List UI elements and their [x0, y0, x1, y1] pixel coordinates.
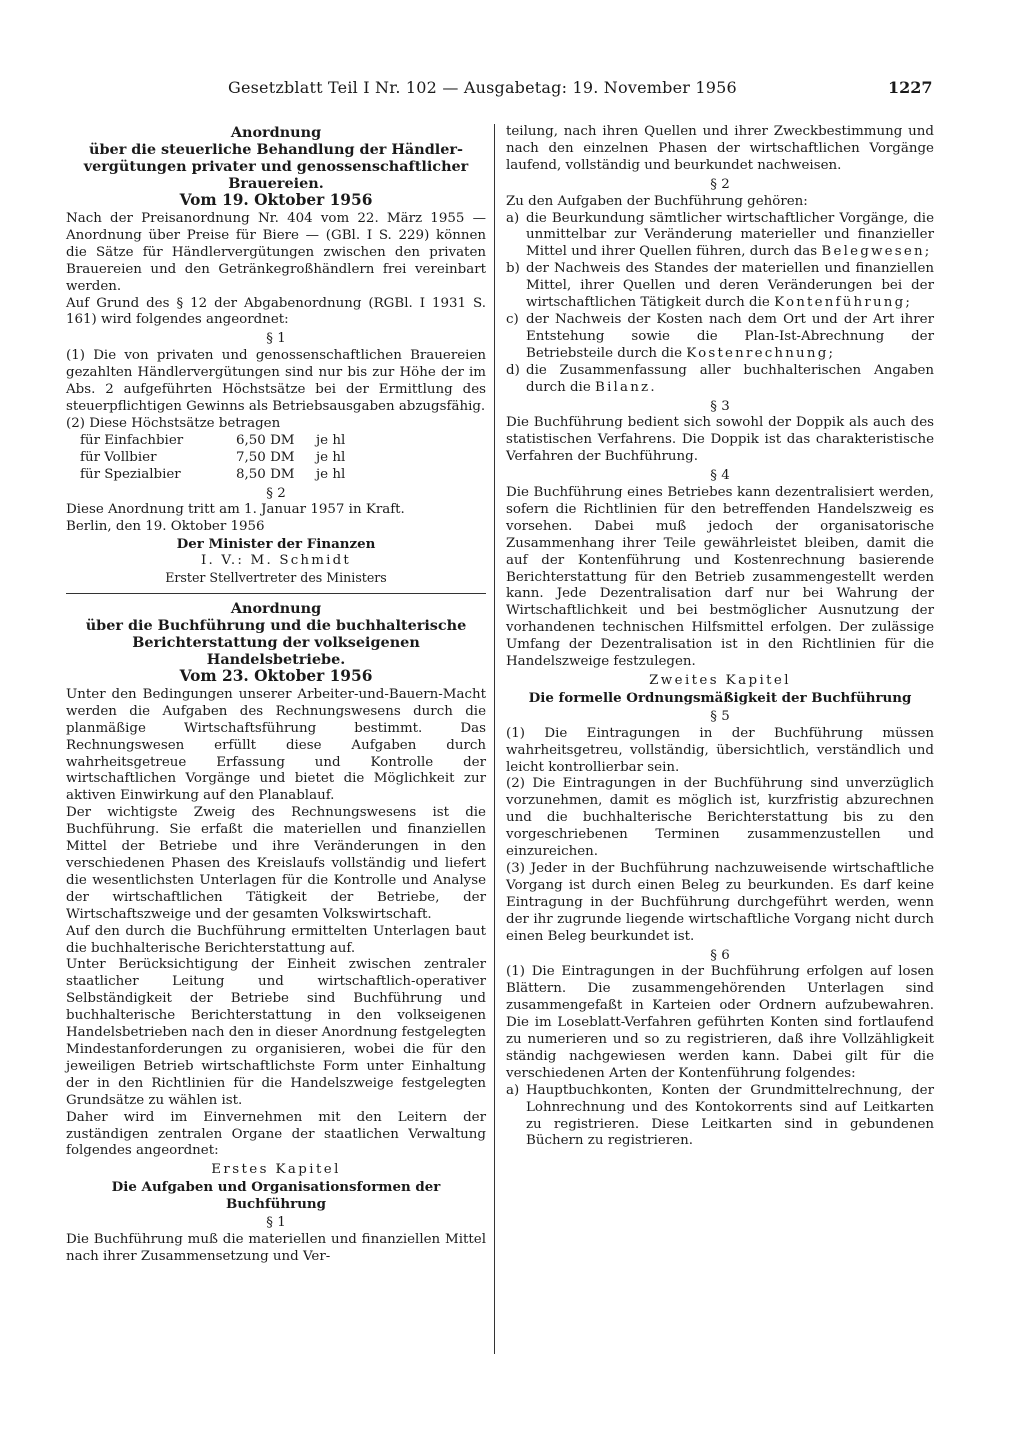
- r-section-6: § 6: [710, 947, 730, 963]
- r-paragraph-1: Zu den Aufgaben der Buchführung gehören:: [506, 193, 808, 209]
- chapter-1-title: Die Aufgaben und Organisationsformen der Buchführung: [111, 1179, 441, 1213]
- chapter-1-label: Erstes Kapitel: [211, 1162, 341, 1178]
- r-paragraph-6: (3) Jeder in der Buchführung nachzuweisende wirtschaftliche Vorgang ist durch einen Beleg zu beurkunden. Es darf keine Eintragung in der Buchführung durchgeführt werden, wenn der ihr zugrunde liegende wirtschaftliche Vorgang nicht durch einen Beleg beurkundet ist.: [506, 860, 934, 944]
- emphasis: Bilanz: [595, 379, 651, 395]
- list-text: der Nachweis der Kosten nach dem Ort und der Art ihrer Entstehung sowie die Plan-Ist-Abrechnung der Betriebsteile durch die Kostenrechnung;: [526, 311, 934, 361]
- a1-section-2: § 2: [266, 485, 286, 501]
- a2-title-2: über die Buchführung und die buchhalterische: [85, 616, 467, 634]
- rate-label: für Vollbier: [80, 449, 157, 465]
- page-header: [0, 78, 1024, 100]
- list-marker: b): [506, 261, 520, 277]
- a2-paragraph-4: Unter Berücksichtigung der Einheit zwischen zentraler staatlicher Leitung und wirtschaftlich-operativer Selbständigkeit der Betriebe sind Buchführung und buchhalterische Berichterstattung in den volkseigenen Handelsbetrieben nach den in dieser Anordnung festgelegten Mindestanforderungen zu organisieren, wobei die für den jeweiligen Betrieb wirtschaftlichste Form unter Einhaltung der in den Richtlinien für die Handelszweige festgelegten Grundsätze zu wählen ist.: [66, 957, 486, 1108]
- header-title: Gesetzblatt Teil I Nr. 102 — Ausgabetag: 19. November 1956: [228, 78, 737, 97]
- a2-date: Vom 23. Oktober 1956: [179, 666, 373, 685]
- list-text: die Zusammenfassung aller buchhalterischen Angaben durch die Bilanz.: [526, 362, 934, 395]
- r-paragraph-3: Die Buchführung eines Betriebes kann dezentralisiert werden, sofern die Richtlinien für den betreffenden Handelszweig es vorsehen. Dabei muß jedoch der organisatorische Zusammenhang ihrer Teile gewährleistet bleiben, damit die auf der Kontenführung und Kostenrechnung basierende Berichterstattung für den Betrieb zusammengestellt werden kann. Jede Dezentralisation darf nur bei Wahrung der Wirtschaftlichkeit und bei bestmöglicher Ausnutzung der vorhandenen technischen Hilfsmittel erfolgen. Der zulässige Umfang der Dezentralisation ist in den Richtlinien für die Handelszweige festzulegen.: [506, 485, 934, 670]
- list-marker: a): [506, 1082, 520, 1098]
- r-paragraph-5: (2) Die Eintragungen in der Buchführung sind unverzüglich vorzunehmen, damit es möglich ist, kurzfristig abzurechnen und die buchhalterische Berichterstattung bis zu den vorgeschriebenen Terminen zusammenzustellen und einzureichen.: [506, 776, 934, 860]
- emphasis: Belegwesen: [821, 244, 925, 260]
- a2-paragraph-1: Unter den Bedingungen unserer Arbeiter-und-Bauern-Macht werden die Aufgaben des Rechnungswesens durch die planmäßige Wirtschaftsführung bestimmt. Das Rechnungswesen erfüllt diese Aufgaben durch wahrheitsgetreue Erfassung und Kontrolle der wirtschaftlichen Vorgänge und bietet die Möglichkeit zur aktiven Einwirkung auf den Planablauf.: [66, 686, 486, 804]
- a2-paragraph-6: Die Buchführung muß die materiellen und finanziellen Mittel nach ihrer Zusammensetzung und Ver-: [66, 1231, 486, 1264]
- list-text: Hauptbuchkonten, Konten der Grundmittelrechnung, der Lohnrechnung und des Kontokorrents sind auf Leitkarten zu registrieren. Diese Leitkarten sind in gebundenen Büchern zu registrieren.: [526, 1082, 934, 1149]
- a1-paragraph-3: (1) Die von privaten und genossenschaftlichen Brauereien gezahlten Händlervergütungen sind nur bis zur Höhe der im Abs. 2 aufgeführten Höchstsätze bei der Ermittlung des steuerpflichtigen Gewinns als Betriebsausgaben abzugsfähig.: [66, 348, 486, 414]
- rate-row: [80, 433, 345, 450]
- a1-title-4: Brauereien.: [228, 175, 324, 192]
- r-section-3: § 3: [710, 398, 730, 414]
- rate-unit: je hl: [316, 449, 346, 465]
- a1-paragraph-4: (2) Diese Höchstsätze betragen: [66, 415, 281, 431]
- a1-signature-role: Erster Stellvertreter des Ministers: [165, 570, 387, 586]
- a1-title-1: Anordnung: [230, 124, 322, 141]
- emphasis: Kontenführung: [774, 295, 906, 311]
- a2-paragraph-2: Der wichtigste Zweig des Rechnungswesens ist die Buchführung. Sie erfaßt die materiellen und finanziellen Mittel der Betriebe und ihre Veränderungen in den verschiedenen Phasen des Kreislaufs vollständig und liefert die wesentlichsten Unterlagen für die Kontrolle und Analyse der wirtschaftlichen Tätigkeit der Betriebe, der Wirtschaftszweige und der gesamten Volkswirtschaft.: [66, 805, 486, 922]
- rate-value: 7,50 DM: [236, 449, 295, 465]
- rate-unit: je hl: [316, 466, 346, 482]
- rates-table: [80, 433, 345, 484]
- a1-paragraph-2: Auf Grund des § 12 der Abgabenordnung (RGBl. I 1931 S. 161) wird folgendes angeordnet:: [66, 295, 486, 328]
- a1-paragraph-5: Diese Anordnung tritt am 1. Januar 1957 in Kraft.: [66, 502, 405, 518]
- a2-title-1: Anordnung: [230, 599, 322, 617]
- list-text: die Beurkundung sämtlicher wirtschaftlicher Vorgänge, die unmittelbar zur Veränderung materieller und finanzieller Mittel und ihrer Quellen führen, durch das Belegwesen;: [526, 210, 934, 260]
- left-column: [66, 124, 486, 1266]
- chapter-2-title: Die formelle Ordnungsmäßigkeit der Buchführung: [528, 689, 912, 706]
- a2-title-3: Berichterstattung der volkseigenen Handelsbetriebe.: [132, 633, 420, 668]
- r-section-2: § 2: [710, 176, 730, 192]
- a1-title-2: über die steuerliche Behandlung der Händler-: [89, 141, 463, 158]
- list-item: [506, 1083, 934, 1151]
- emphasis: Kostenrechnung: [686, 345, 829, 361]
- a2-section-1: § 1: [266, 1215, 286, 1231]
- r-paragraph-7: (1) Die Eintragungen in der Buchführung erfolgen auf losen Blättern. Die zusammengehörenden Unterlagen sind zusammengefaßt in Karteien oder Ordnern aufzubewahren. Die im Loseblatt-Verfahren geführten Konten sind fortlaufend zu numerieren und so zu registrieren, daß ihre Vollzähligkeit ständig nachgewiesen werden kann. Dabei gilt für die verschiedenen Arten der Kontenführung folgendes:: [506, 964, 934, 1081]
- rate-label: für Einfachbier: [80, 432, 184, 448]
- rate-value: 6,50 DM: [236, 432, 295, 448]
- page-number: 1227: [888, 78, 933, 97]
- a1-title-3: vergütungen privater und genossenschaftlicher: [83, 158, 469, 175]
- rate-row: [80, 450, 345, 467]
- list-item: [506, 363, 934, 397]
- rate-label: für Spezialbier: [80, 466, 181, 482]
- list-marker: a): [506, 210, 520, 226]
- list-marker: d): [506, 362, 520, 378]
- a1-signature-office: Der Minister der Finanzen: [176, 536, 376, 553]
- list-item: [506, 312, 934, 363]
- right-column: [506, 124, 934, 1150]
- list-marker: c): [506, 311, 519, 327]
- list-item: [506, 211, 934, 262]
- a2-paragraph-3: Auf den durch die Buchführung ermittelten Unterlagen baut die buchhalterische Berichterstattung auf.: [66, 923, 486, 956]
- a2-paragraph-5: Daher wird im Einvernehmen mit den Leitern der zuständigen zentralen Organe der staatlichen Verwaltung folgendes angeordnet:: [66, 1109, 486, 1159]
- a1-signature-name: I. V.: M. Schmidt: [200, 553, 351, 569]
- r-section-4: § 4: [710, 468, 730, 484]
- r-paragraph-2: Die Buchführung bedient sich sowohl der Doppik als auch des statistischen Verfahrens. Die Doppik ist das charakteristische Verfahren der Buchführung.: [506, 415, 934, 465]
- rate-row: [80, 467, 345, 484]
- a1-paragraph-1: Nach der Preisanordnung Nr. 404 vom 22. März 1955 — Anordnung über Preise für Biere — (GBl. I S. 229) können die Sätze für Händlervergütungen zwischen den privaten Brauereien und den Getränkegroßhändlern frei vereinbart werden.: [66, 211, 486, 294]
- a1-place-date: Berlin, den 19. Oktober 1956: [66, 519, 265, 535]
- chapter-2-label: Zweites Kapitel: [649, 673, 791, 688]
- r-paragraph-4: (1) Die Eintragungen in der Buchführung müssen wahrheitsgetreu, vollständig, übersichtlich, verständlich und leicht kontrollierbar sein.: [506, 725, 934, 775]
- a1-section-1: § 1: [266, 331, 286, 347]
- rate-unit: je hl: [316, 432, 346, 448]
- r-paragraph-0: teilung, nach ihren Quellen und ihrer Zweckbestimmung und nach den einzelnen Phasen der wirtschaftlichen Vorgänge laufend, vollständig und beurkundet nachweisen.: [506, 124, 934, 173]
- list-item: [506, 261, 934, 312]
- section-rule: [66, 593, 486, 594]
- r-section-5: § 5: [710, 708, 730, 724]
- list-text: der Nachweis des Standes der materiellen und finanziellen Mittel, ihrer Quellen und deren Veränderungen bei der wirtschaftlichen Tätigkeit durch die Kontenführung;: [526, 261, 934, 311]
- a1-date: Vom 19. Oktober 1956: [179, 191, 373, 209]
- rate-value: 8,50 DM: [236, 466, 295, 482]
- column-divider: [494, 124, 495, 1354]
